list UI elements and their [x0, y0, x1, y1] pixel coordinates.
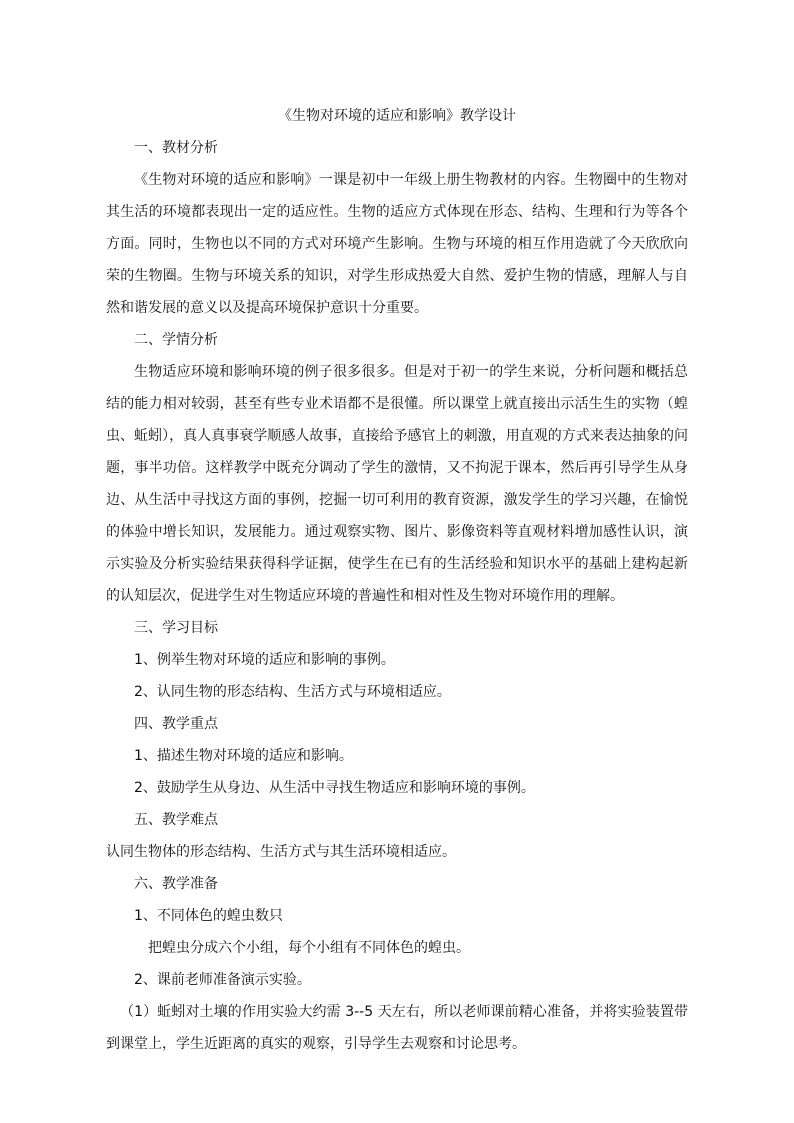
list-item-preparation-1: 1、不同体色的蝗虫数只 — [134, 908, 283, 924]
list-item-preparation-2: 2、课前老师准备演示实验。 — [134, 972, 311, 988]
section-heading-preparation: 六、教学准备 — [134, 876, 218, 892]
list-item-goal-2: 2、认同生物的形态结构、生活方式与环境相适应。 — [134, 684, 451, 700]
paragraph-student-analysis: 生物适应环境和影响环境的例子很多很多。但是对于初一的学生来说，分析问题和概括总结的能力相对较弱，甚至有些专业术语都不是很懂。所以课堂上就直接出示活生生的实物（蝗虫、蚯蚓），真人真事衰学顺感人故事，直接给予感官上的刺激，用直观的方式来表达抽象的问题，事半功倍。这样教学中既充分调动了学生的激情，又不拘泥于课本，然后再引导学生从身边、从生活中寻找这方面的事例，挖掘一切可利用的教育资源，激发学生的学习兴趣，在愉悦的体验中增长知识，发展能力。通过观察实物、图片、影像资料等直观材料增加感性认识，演示实验及分析实验结果获得科学证据，使学生在已有的生活经验和知识水平的基础上建构起新的认知层次，促进学生对生物适应环境的普遍性和相对性及生物对环境作用的理解。 — [106, 364, 688, 604]
section-heading-difficulties: 五、教学难点 — [134, 812, 218, 828]
document-body — [106, 100, 688, 1060]
paragraph-difficulties: 认同生物体的形态结构、生活方式与其生活环境相适应。 — [106, 844, 456, 860]
list-item-key-point-2: 2、鼓励学生从身边、从生活中寻找生物适应和影响环境的事例。 — [134, 780, 535, 796]
paragraph-textbook-analysis: 《生物对环境的适应和影响》一课是初中一年级上册生物教材的内容。生物圈中的生物对其生活的环境都表现出一定的适应性。生物的适应方式体现在形态、结构、生理和行为等各个方面。同时，生物也以不同的方式对环境产生影响。生物与环境的相互作用造就了今天欣欣向荣的生物圈。生物与环境关系的知识，对学生形成热爱大自然、爱护生物的情感，理解人与自然和谐发展的意义以及提高环境保护意识十分重要。 — [106, 172, 688, 316]
document-title: 《生物对环境的适应和影响》教学设计 — [278, 108, 516, 124]
section-heading-key-points: 四、教学重点 — [134, 716, 218, 732]
list-item-key-point-1: 1、描述生物对环境的适应和影响。 — [134, 748, 353, 764]
section-heading-textbook-analysis: 一、教材分析 — [134, 140, 218, 156]
section-heading-student-analysis: 二、学情分析 — [134, 332, 218, 348]
list-item-preparation-2-detail: （1）蚯蚓对土壤的作用实验大约需 3--5 天左右，所以老师课前精心准备，并将实验装置带到课堂上，学生近距离的真实的观察，引导学生去观察和讨论思考。 — [106, 1004, 688, 1052]
section-heading-learning-goals: 三、学习目标 — [134, 620, 218, 636]
list-item-preparation-1-detail: 把蝗虫分成六个小组，每个小组有不同体色的蝗虫。 — [148, 940, 470, 956]
list-item-goal-1: 1、例举生物对环境的适应和影响的事例。 — [134, 652, 395, 668]
